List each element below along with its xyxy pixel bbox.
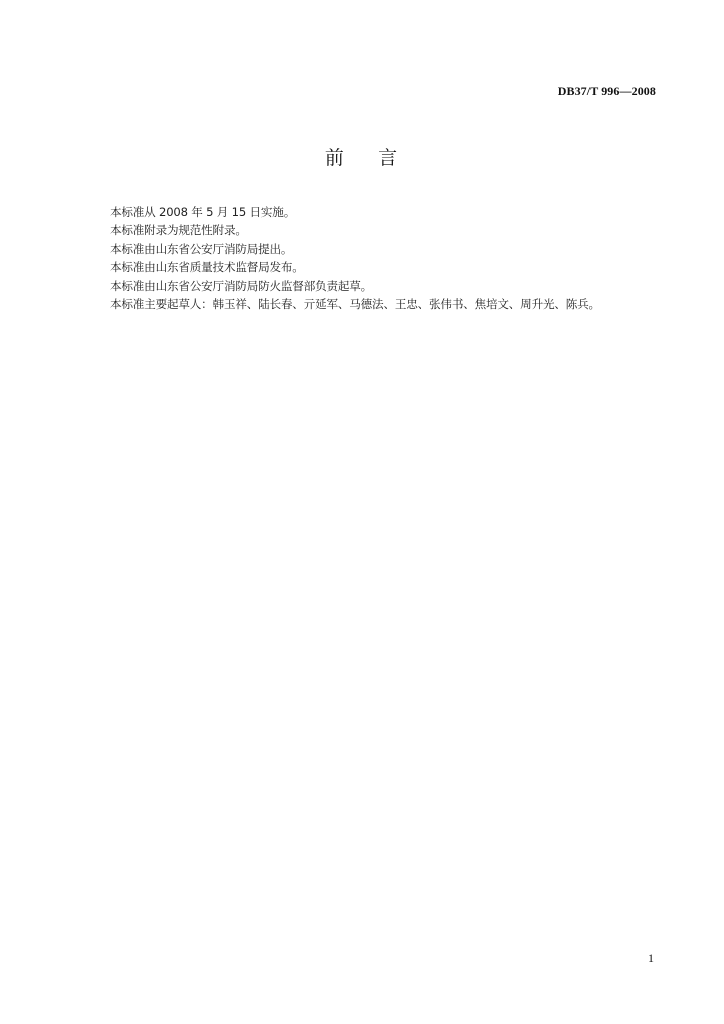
page-number: 1 [648,951,654,965]
foreword-line-proposer: 本标准由山东省公安厅消防局提出。 [110,241,293,256]
page-title: 前 言 [324,147,400,169]
foreword-line-publisher: 本标准由山东省质量技术监督局发布。 [110,260,304,275]
foreword-body [110,203,670,313]
document-code: DB37/T 996—2008 [557,84,656,98]
foreword-line-effective-date: 本标准从 2008 年 5 月 15 日实施。 [110,205,296,219]
foreword-line-drafters: 本标准主要起草人：韩玉祥、陆长春、亓延军、马德法、王忠、张伟书、焦培文、周升光、陈兵。 [110,296,600,311]
foreword-line-drafter-unit: 本标准由山东省公安厅消防局防火监督部负责起草。 [110,278,373,293]
foreword-line-appendix: 本标准附录为规范性附录。 [110,223,247,238]
